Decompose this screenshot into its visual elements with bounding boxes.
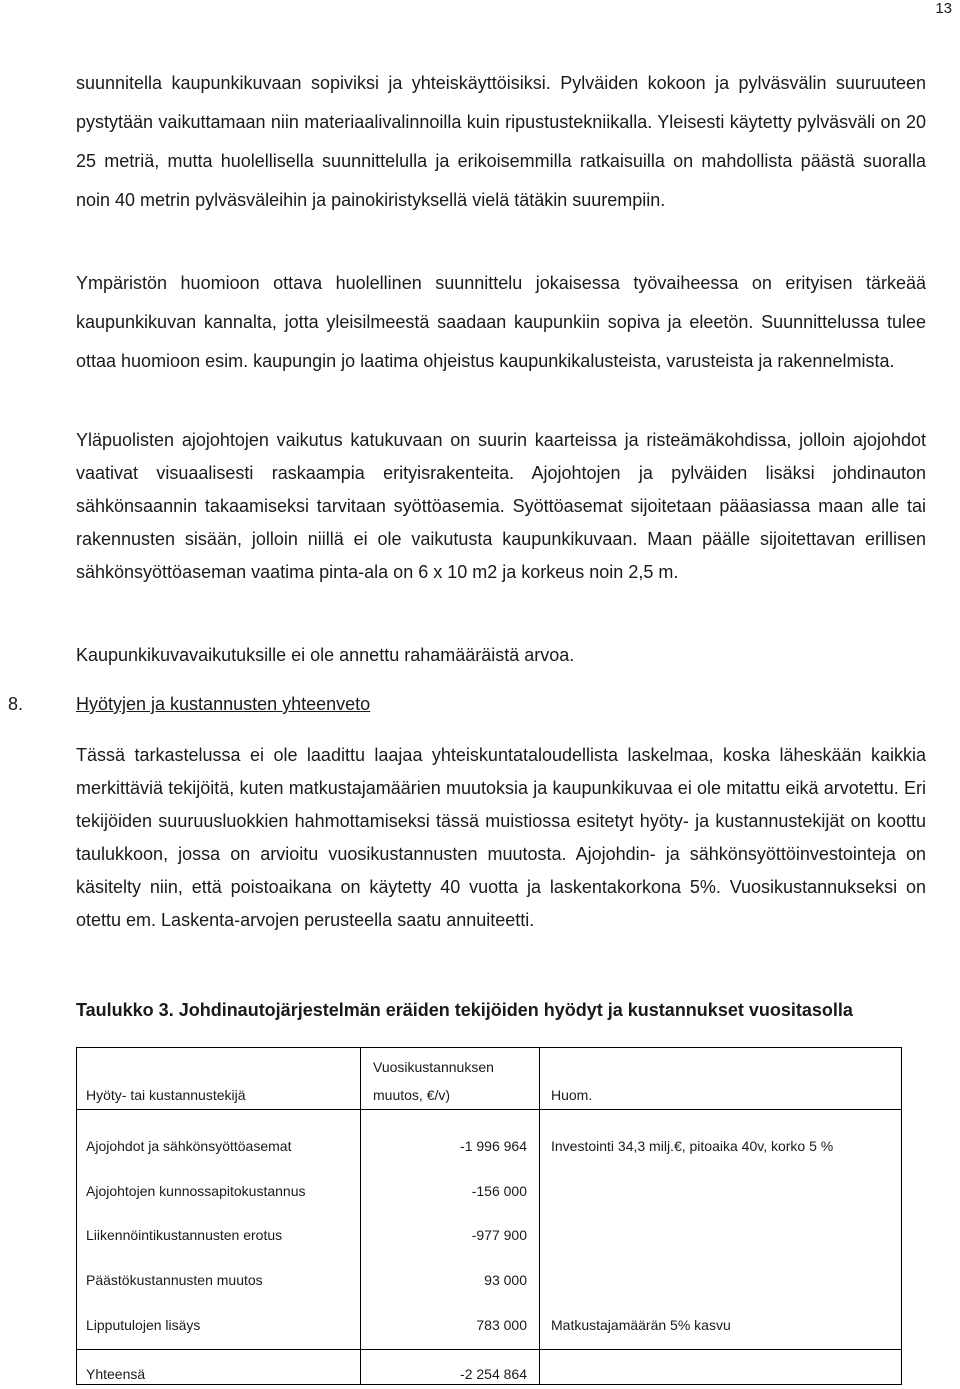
header-change-line1: Vuosikustannuksen bbox=[373, 1059, 494, 1075]
section-number: 8. bbox=[8, 694, 24, 714]
row-value: 783 000 bbox=[476, 1317, 527, 1333]
table-caption: Taulukko 3. Johdinautojärjestelmän eräiden tekijöiden hyödyt ja kustannukset vuositasolla bbox=[76, 1000, 853, 1020]
paragraph-pole-spacing: suunnitella kaupunkikuvaan sopiviksi ja yhteiskäyttöisiksi. Pylväiden kokoon ja pylväsvälin suuruuteen pystytään vaikuttamaan niin materiaalivalinnoilla kuin ripustustekniikalla. Yleisesti käytetty pylväsväli on 20 25 metriä, mutta huolellisella suunnittelulla ja erikoisemmilla ratkaisuilla on mahdollista päästä suoralla noin 40 metrin pylväsväleihin ja painokiristyksellä vielä tätäkin suurempiin. bbox=[76, 73, 926, 210]
row-value: -977 900 bbox=[471, 1227, 527, 1243]
page-number: 13 bbox=[935, 0, 952, 17]
row-note: Investointi 34,3 milj.€, pitoaika 40v, korko 5 % bbox=[551, 1138, 834, 1154]
table-column-divider bbox=[539, 1048, 540, 1384]
total-value: -2 254 864 bbox=[460, 1366, 527, 1382]
row-factor: Ajojohtojen kunnossapitokustannus bbox=[86, 1183, 306, 1199]
paragraph-environment: Ympäristön huomioon ottava huolellinen suunnittelu jokaisessa työvaiheessa on erityisen tärkeää kaupunkikuvan kannalta, jotta yleisilmeestä saadaan kaupunkiin sopiva ja eleetön. Suunnittelussa tulee ottaa huomioon esim. kaupungin jo laatima ohjeistus kaupunkikalusteista, varusteista ja rakennelmista. bbox=[76, 273, 926, 371]
header-note: Huom. bbox=[551, 1087, 593, 1103]
total-label: Yhteensä bbox=[86, 1366, 146, 1382]
cost-benefit-table bbox=[76, 1047, 902, 1385]
row-factor: Ajojohdot ja sähkönsyöttöasemat bbox=[86, 1138, 292, 1154]
table-total-divider bbox=[77, 1349, 901, 1350]
row-note: Matkustajamäärän 5% kasvu bbox=[551, 1317, 731, 1333]
paragraph-overhead-lines: Yläpuolisten ajojohtojen vaikutus katukuvaan on suurin kaarteissa ja risteämäkohdissa, jolloin ajojohdot vaativat visuaalisesti raskaampia erityisrakenteita. Ajojohtojen ja pylväiden lisäksi johdinauton sähkönsaannin takaamiseksi tarvitaan syöttöasemia. Syöttöasemat sijoitetaan pääasiassa maan alle tai rakennusten sisään, jolloin niillä ei ole vaikutusta kaupunkikuvaan. Maan päälle sijoitettavan erillisen sähkönsyöttöaseman vaatima pinta-ala on 6 x 10 m2 ja korkeus noin 2,5 m. bbox=[76, 430, 926, 582]
row-factor: Liikennöintikustannusten erotus bbox=[86, 1227, 283, 1243]
row-value: -156 000 bbox=[471, 1183, 527, 1199]
paragraph-cityscape-value: Kaupunkikuvavaikutuksille ei ole annettu rahamääräistä arvoa. bbox=[76, 645, 575, 665]
row-value: -1 996 964 bbox=[460, 1138, 527, 1154]
table-column-divider bbox=[360, 1048, 361, 1384]
row-factor: Päästökustannusten muutos bbox=[86, 1272, 263, 1288]
table-header-divider bbox=[77, 1109, 901, 1110]
row-factor: Lipputulojen lisäys bbox=[86, 1317, 201, 1333]
header-change-line2: muutos, €/v) bbox=[373, 1087, 451, 1103]
section-title: Hyötyjen ja kustannusten yhteenveto bbox=[76, 694, 371, 714]
paragraph-summary: Tässä tarkastelussa ei ole laadittu laajaa yhteiskuntataloudellista laskelmaa, koska läheskään kaikkia merkittäviä tekijöitä, kuten matkustajamäärien muutoksia ja kaupunkikuvaa ei ole mitattu eikä arvotettu. Eri tekijöiden suuruusluokkien hahmottamiseksi tässä muistiossa esitetyt hyöty- ja kustannustekijät on koottu taulukkoon, jossa on arvioitu vuosikustannusten muutosta. Ajojohdin- ja sähkönsyöttöinvestointeja on käsitelty niin, että poistoaikana on käytetty 40 vuotta ja laskentakorkona 5%. Vuosikustannukseksi on otettu em. Laskenta-arvojen perusteella saatu annuiteetti. bbox=[76, 745, 926, 930]
header-factor: Hyöty- tai kustannustekijä bbox=[86, 1087, 246, 1103]
row-value: 93 000 bbox=[484, 1272, 527, 1288]
